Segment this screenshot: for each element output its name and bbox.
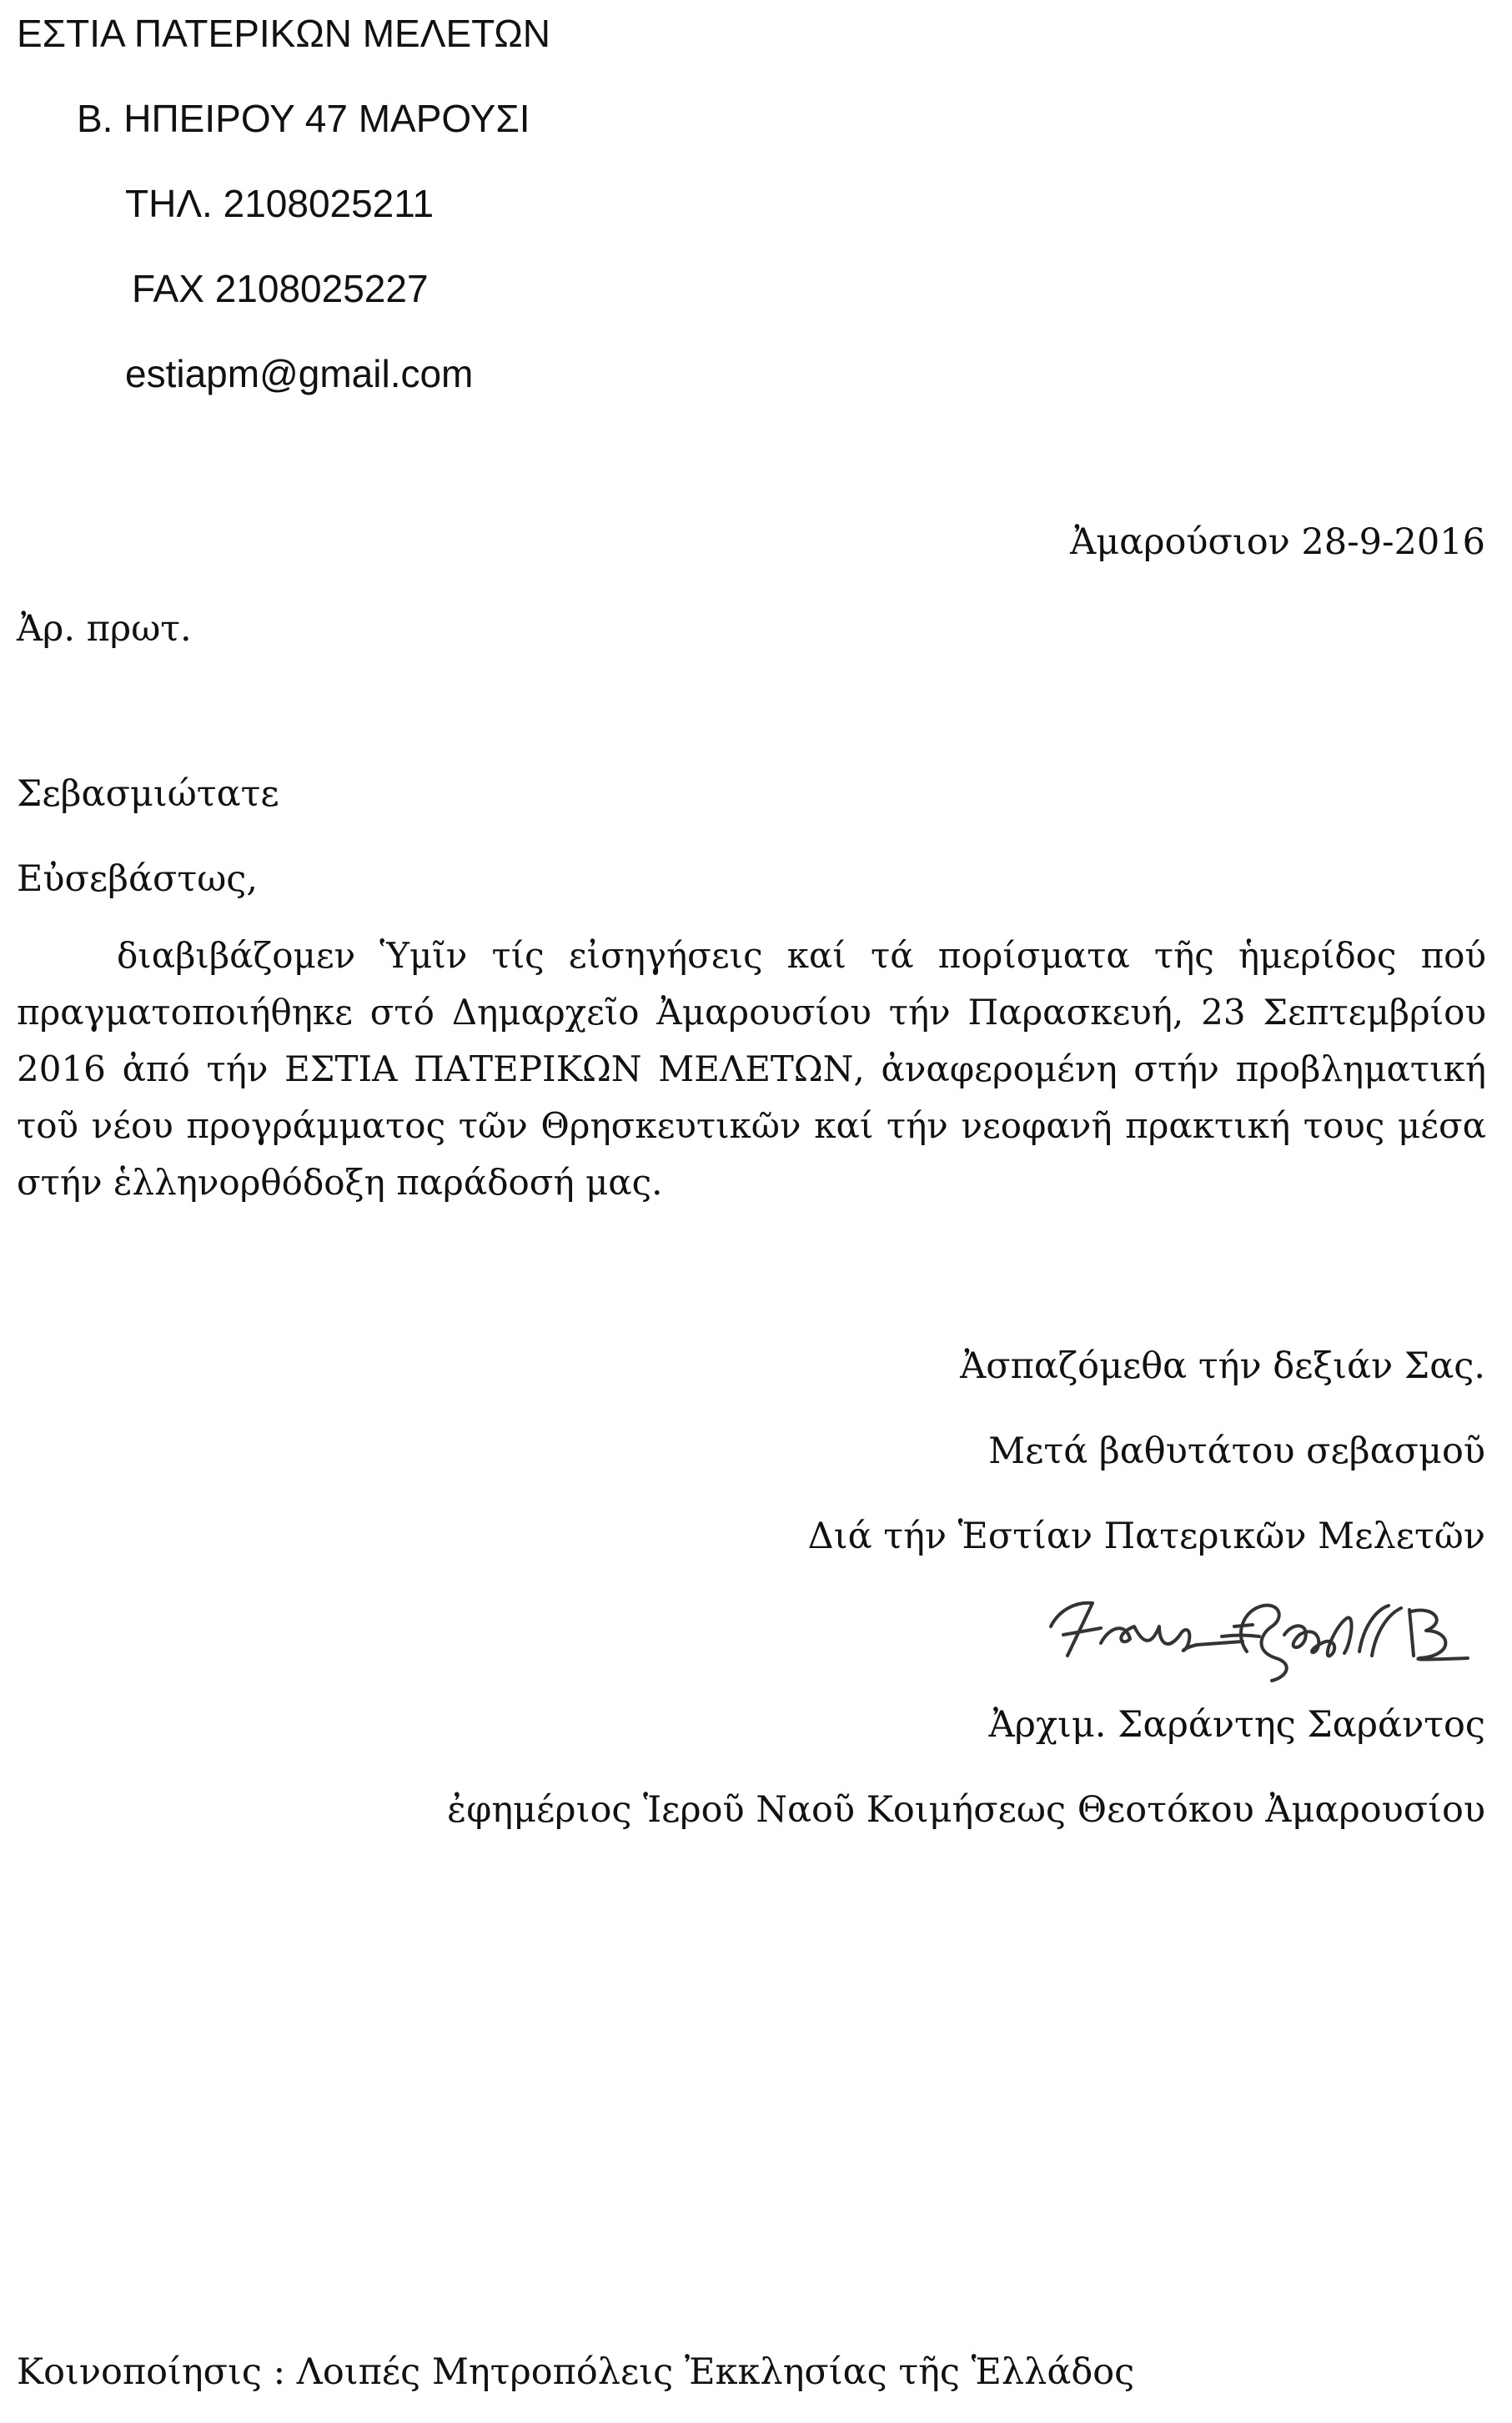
closing-line-3: Διά τήν Ἑστίαν Πατερικῶν Μελετῶν	[807, 1516, 1485, 1557]
handwritten-signature	[1034, 1576, 1476, 1685]
closing-line-1: Ἀσπαζόμεθα τήν δεξιάν Σας.	[960, 1345, 1485, 1387]
closing-line-2: Μετά βαθυτάτου σεβασμοῦ	[988, 1430, 1485, 1472]
salutation-title: Σεβασμιώτατε	[17, 773, 279, 815]
signatory-name: Ἀρχιμ. Σαράντης Σαράντος	[988, 1704, 1485, 1746]
org-address: Β. ΗΠΕΙΡΟΥ 47 ΜΑΡΟΥΣΙ	[77, 97, 530, 140]
org-phone: ΤΗΛ. 2108025211	[125, 182, 435, 225]
date-line: Ἀμαρούσιον 28-9-2016	[1070, 521, 1485, 563]
body-paragraph	[17, 927, 1486, 1211]
body-paragraph-text: διαβιβάζομεν Ὑμῖν τίς εἰσηγήσεις καί τά πορίσματα τῆς ἡμερίδος πού πραγματοποιήθηκε στό Δημαρχεῖο Ἀμαρουσίου τήν Παρασκευή, 23 Σεπτεμβρίου 2016 ἀπό τήν ΕΣΤΙΑ ΠΑΤΕΡΙΚΩΝ ΜΕΛΕΤΩΝ, ἀναφερομένη στήν προβληματική τοῦ νέου προγράμματος τῶν Θρησκευτικῶν καί τήν νεοφανῆ πρακτική τους μέσα στήν ἑλληνορθόδοξη παράδοσή μας.	[17, 935, 1486, 1203]
cc-line: Κοινοποίησις : Λοιπές Μητροπόλεις Ἐκκλησίας τῆς Ἑλλάδος	[17, 2351, 1135, 2393]
protocol-number: Ἀρ. πρωτ.	[17, 608, 192, 650]
signature-scribble	[1034, 1576, 1476, 1685]
org-fax: FAX 2108025227	[132, 267, 429, 310]
signatory-title: ἐφημέριος Ἱεροῦ Ναοῦ Κοιμήσεως Θεοτόκου Ἀμαρουσίου	[447, 1789, 1485, 1831]
org-email: estiapm@gmail.com	[125, 352, 474, 395]
org-name: ΕΣΤΙΑ ΠΑΤΕΡΙΚΩΝ ΜΕΛΕΤΩΝ	[17, 12, 551, 55]
salutation-greeting: Εὐσεβάστως,	[17, 858, 259, 900]
